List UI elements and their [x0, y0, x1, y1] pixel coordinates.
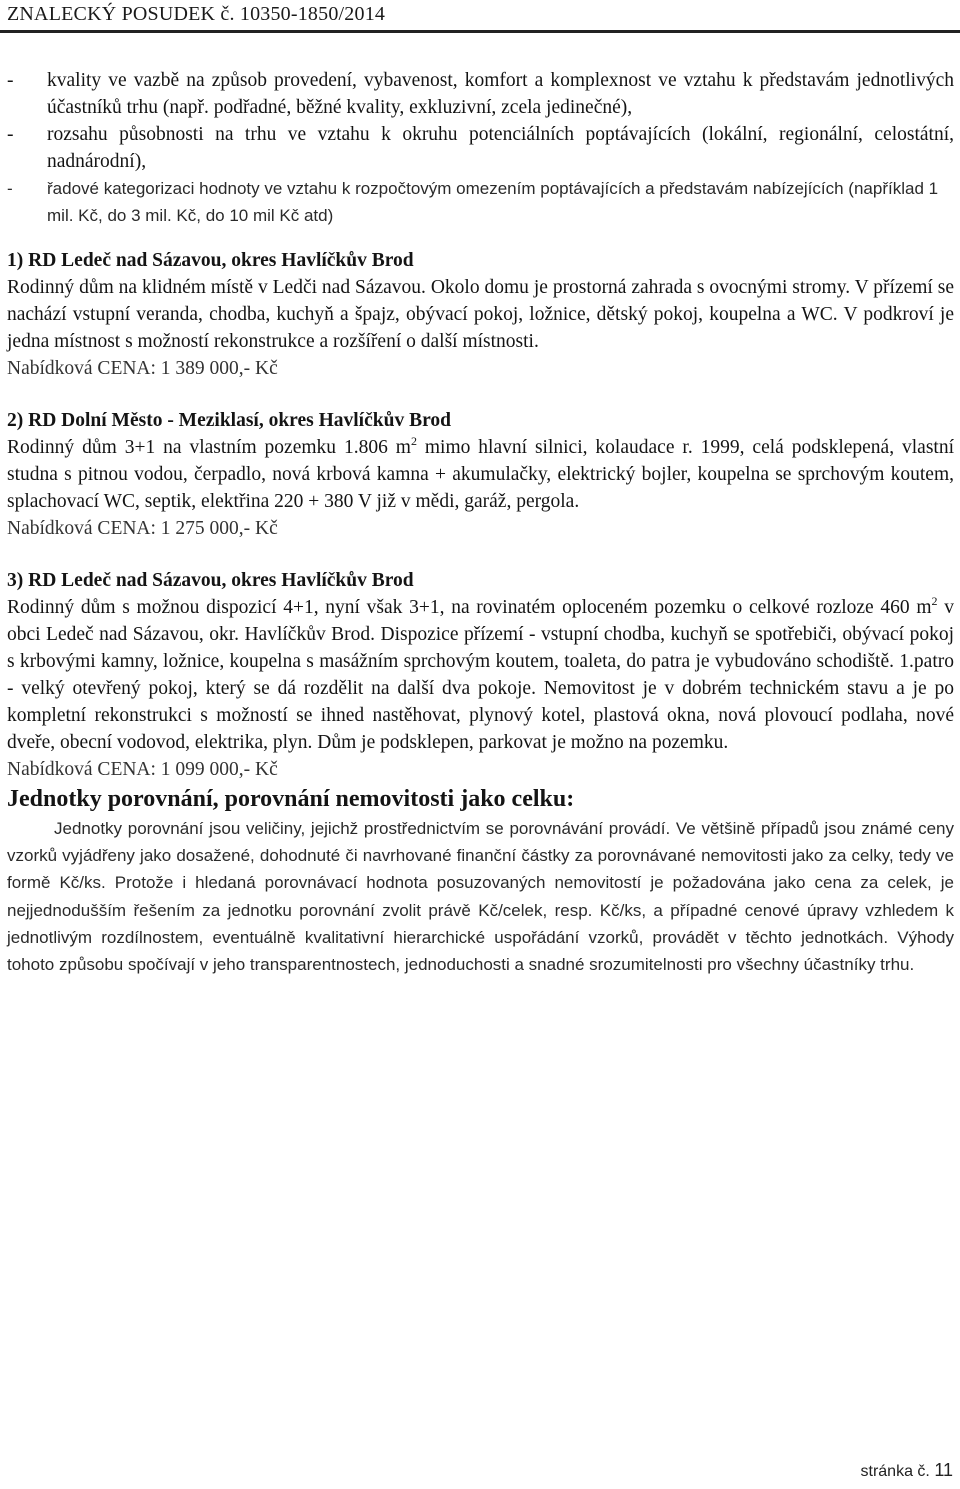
- listing-price: Nabídková CENA: 1 275 000,- Kč: [7, 518, 278, 539]
- page-label: stránka č.: [860, 1463, 930, 1480]
- list-item: - řadové kategorizaci hodnoty ve vztahu k rozpočtovým omezením poptávajících a představám nabízejících (například 1 mil. Kč, do 3 mil. Kč, do 10 mil Kč atd): [7, 175, 954, 229]
- page-footer: [861, 1460, 954, 1481]
- page-header: [0, 0, 960, 34]
- listing-heading: 1) RD Ledeč nad Sázavou, okres Havlíčkův Brod: [7, 250, 414, 271]
- section-heading: Jednotky porovnání, porovnání nemovitosti jako celku:: [7, 786, 575, 812]
- superscript: 2: [931, 594, 938, 608]
- section-paragraph: Jednotky porovnání jsou veličiny, jejichž prostřednictvím se porovnávání provádí. Ve většině případů jsou známé ceny vzorků vyjádřeny jako dosažené, dohodnuté či navrhované finanční částky za porovnávané nemovitosti jako za celky, tedy ve formě Kč/ks. Protože i hledaná porovnávací hodnota posuzovaných nemovitostí je požadována jako cena za celek, je nejjednodušším řešením za jednotku porovnání zvolit právě Kč/celek, resp. Kč/ks, a případné cenové úpravy vzhledem k jednotlivým rozdílnostem, eventuálně kvalitativní hierarchické uspořádání vzorků, provádět v těchto jednotkách. Výhody tohoto způsobu spočívají v jeho transparentnostech, jednoduchosti a snadné srozumitelnosti pro všechny účastníky trhu.: [7, 819, 954, 975]
- bullet-dash: -: [7, 124, 14, 145]
- list-item: - rozsahu působnosti na trhu ve vztahu k okruhu potenciálních poptávajících (lokální, regionální, celostátní, nadnárodní),: [7, 121, 954, 175]
- document-body: [7, 67, 954, 978]
- listing-description: Rodinný dům 3+1 na vlastním pozemku 1.806 $m^2$ mimo hlavní silnici, kolaudace r. 1999, celá podsklepená, vlastní studna s pitnou vodou, čerpadlo, nová krbová kamna + akumulačky, elektrický bojler, koupelna se sprchovým koutem, splachovací WC, septik, elektřina 220 + 380 V již v mědi, garáž, pergola.: [7, 434, 955, 512]
- listing-description: Rodinný dům s možnou dispozicí 4+1, nyní však 3+1, na rovinatém oploceném pozemku o celkové rozloze 460 $m^2$ v obci Ledeč nad Sázavou, okr. Havlíčkův Brod. Dispozice přízemí - vstupní chodba, kuchyň se spotřebiči, obývací pokoj s krbovými kamny, ložnice, koupelna s masážním sprchovým koutem, toaleta, do patra je vybudováno schodiště. 1.patro - velký otevřený pokoj, který se dá rozdělit na další dva pokoje. Nemovitost je v dobrém technickém stavu a je po kompletní rekonstrukci s možností se ihned nastěhovat, plynový kotel, plastová okna, nová plovoucí podlaha, nové dveře, obecní vodovod, elektrika, plyn. Dům je podsklepen, parkovat je možno na pozemku.: [7, 594, 955, 753]
- bullet-dash: -: [7, 70, 14, 91]
- list-item: - kvality ve vazbě na způsob provedení, vybavenost, komfort a komplexnost ve vztahu k představám jednotlivých účastníků trhu (např. podřadné, běžné kvality, exkluzivní, zcela jedinečné),: [7, 67, 954, 121]
- criteria-list: [7, 67, 954, 229]
- header-divider: [0, 30, 960, 33]
- listing-price: Nabídková CENA: 1 099 000,- Kč: [7, 759, 278, 780]
- bullet-dash: -: [7, 179, 13, 198]
- listing-heading: 2) RD Dolní Město - Meziklasí, okres Havlíčkův Brod: [7, 410, 451, 431]
- listing-heading: 3) RD Ledeč nad Sázavou, okres Havlíčkův Brod: [7, 570, 414, 591]
- superscript: 2: [410, 434, 417, 448]
- page-number: 11: [934, 1460, 953, 1480]
- property-listing-3: [7, 567, 954, 783]
- property-listing-2: [7, 407, 954, 542]
- listing-price: Nabídková CENA: 1 389 000,- Kč: [7, 358, 278, 379]
- listing-description: Rodinný dům na klidném místě v Ledči nad Sázavou. Okolo domu je prostorná zahrada s ovocnými stromy. V přízemí se nachází vstupní veranda, chodba, kuchyň a špajz, obývací pokoj, ložnice, dětský pokoj, koupelna a WC. V podkroví je jedna místnost s možností rekonstrukce a rozšíření o další místnosti.: [7, 277, 954, 352]
- document-title: ZNALECKÝ POSUDEK č. 10350-1850/2014: [7, 3, 386, 25]
- property-listing-1: [7, 247, 954, 382]
